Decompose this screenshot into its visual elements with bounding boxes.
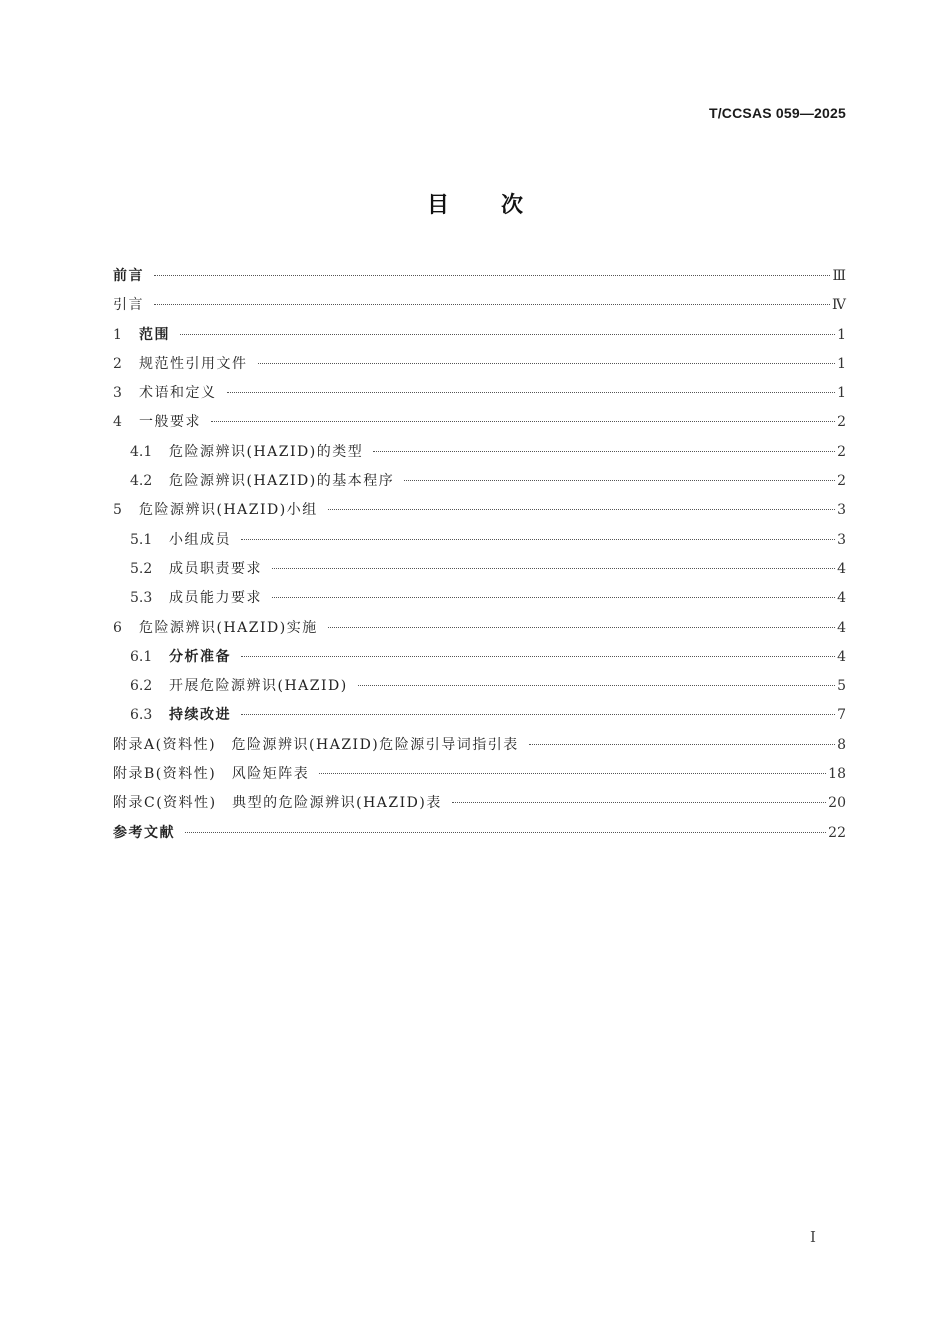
dot-leader <box>272 568 835 569</box>
toc-entry-page: 4 <box>837 560 846 577</box>
toc-entry-page: 7 <box>837 707 846 724</box>
dot-leader <box>154 304 830 305</box>
toc-entry-title: 危险源辨识(HAZID)小组 <box>139 502 318 519</box>
toc-entry-number: 2 <box>113 355 122 372</box>
toc-entry-references[interactable] <box>113 819 846 848</box>
toc-entry-page: 20 <box>828 795 846 812</box>
dot-leader <box>452 802 826 803</box>
document-id: T/CCSAS 059—2025 <box>708 105 846 121</box>
dot-leader <box>328 509 835 510</box>
page-number: Ⅰ <box>810 1228 816 1246</box>
dot-leader <box>211 421 835 422</box>
toc-entry-page: 1 <box>837 326 846 343</box>
toc-entry-title: 持续改进 <box>169 707 231 724</box>
toc-entry-title: 开展危险源辨识(HAZID) <box>169 678 348 695</box>
toc-entry-page: 5 <box>837 678 846 695</box>
dot-leader <box>272 597 835 598</box>
toc-entry-4[interactable] <box>113 408 846 437</box>
page-title: 目次 <box>426 193 575 218</box>
toc-entry-4-1[interactable] <box>113 438 846 467</box>
dot-leader <box>154 275 830 276</box>
dot-leader <box>241 656 835 657</box>
dot-leader <box>319 773 826 774</box>
dot-leader <box>373 451 835 452</box>
dot-leader <box>529 744 835 745</box>
toc-entry-page: 4 <box>837 648 846 665</box>
toc-entry-title: 前言 <box>113 268 144 284</box>
toc-entry-title: 附录B(资料性) 风险矩阵表 <box>113 766 310 783</box>
toc-entry-title: 小组成员 <box>169 531 231 548</box>
toc-entry-number: 6 <box>113 619 122 636</box>
toc-entry-3[interactable] <box>113 379 846 408</box>
toc-entry-page: 1 <box>837 385 846 402</box>
toc-entry-appendix-c[interactable] <box>113 789 846 818</box>
toc-entry-page: Ⅲ <box>832 268 846 284</box>
toc-entry-title: 危险源辨识(HAZID)的类型 <box>169 443 364 460</box>
toc-entry-page: 1 <box>837 355 846 372</box>
toc-entry-title: 附录C(资料性) 典型的危险源辨识(HAZID)表 <box>113 795 442 812</box>
dot-leader <box>241 539 835 540</box>
toc-entry-page: 22 <box>828 824 846 841</box>
toc-entry-title: 分析准备 <box>169 648 231 665</box>
dot-leader <box>241 714 835 715</box>
toc-entry-page: Ⅳ <box>832 297 846 314</box>
toc-entry-title: 术语和定义 <box>139 385 217 402</box>
toc-entry-page: 3 <box>837 502 846 519</box>
toc-entry-5-3[interactable] <box>113 584 846 613</box>
toc-entry-number: 6.2 <box>130 678 153 695</box>
toc-entry-page: 2 <box>837 414 846 431</box>
toc-entry-page: 8 <box>837 736 846 753</box>
toc-entry-5-1[interactable] <box>113 526 846 555</box>
toc-entry-foreword[interactable] <box>113 262 846 291</box>
dot-leader <box>328 627 835 628</box>
toc-entry-appendix-a[interactable] <box>113 731 846 760</box>
toc-entry-introduction[interactable] <box>113 291 846 320</box>
dot-leader <box>258 363 836 364</box>
toc-entry-title: 危险源辨识(HAZID)的基本程序 <box>169 473 395 490</box>
toc-entry-title: 成员职责要求 <box>169 560 262 577</box>
toc-entry-5-2[interactable] <box>113 555 846 584</box>
table-of-contents <box>113 262 846 848</box>
toc-entry-number: 3 <box>113 385 122 402</box>
toc-entry-2[interactable] <box>113 350 846 379</box>
toc-entry-4-2[interactable] <box>113 467 846 496</box>
toc-entry-number: 1 <box>113 326 122 343</box>
toc-entry-page: 4 <box>837 590 846 607</box>
dot-leader <box>404 480 835 481</box>
toc-entry-page: 18 <box>828 766 846 783</box>
toc-entry-number: 4.2 <box>130 473 153 490</box>
toc-entry-appendix-b[interactable] <box>113 760 846 789</box>
toc-entry-number: 5.2 <box>130 560 153 577</box>
toc-entry-title: 规范性引用文件 <box>139 355 248 372</box>
toc-entry-number: 4.1 <box>130 443 153 460</box>
toc-entry-page: 2 <box>837 443 846 460</box>
toc-entry-title: 成员能力要求 <box>169 590 262 607</box>
toc-entry-number: 5 <box>113 502 122 519</box>
toc-entry-number: 6.3 <box>130 707 153 724</box>
toc-entry-6-1[interactable] <box>113 643 846 672</box>
toc-entry-title: 引言 <box>113 297 144 314</box>
toc-entry-title: 参考文献 <box>113 824 175 841</box>
dot-leader <box>185 832 826 833</box>
dot-leader <box>227 392 836 393</box>
toc-entry-page: 4 <box>837 619 846 636</box>
dot-leader <box>358 685 835 686</box>
toc-entry-5[interactable] <box>113 496 846 525</box>
toc-entry-6-3[interactable] <box>113 701 846 730</box>
dot-leader <box>180 334 835 335</box>
toc-entry-6-2[interactable] <box>113 672 846 701</box>
toc-entry-title: 附录A(资料性) 危险源辨识(HAZID)危险源引导词指引表 <box>113 736 519 753</box>
toc-entry-6[interactable] <box>113 614 846 643</box>
toc-entry-number: 5.3 <box>130 590 153 607</box>
toc-entry-number: 5.1 <box>130 531 153 548</box>
toc-entry-number: 4 <box>113 414 122 431</box>
toc-entry-title: 危险源辨识(HAZID)实施 <box>139 619 318 636</box>
toc-entry-page: 2 <box>837 473 846 490</box>
toc-entry-page: 3 <box>837 531 846 548</box>
toc-entry-title: 范围 <box>139 326 170 343</box>
toc-entry-1[interactable] <box>113 321 846 350</box>
toc-entry-number: 6.1 <box>130 648 153 665</box>
toc-entry-title: 一般要求 <box>139 414 201 431</box>
